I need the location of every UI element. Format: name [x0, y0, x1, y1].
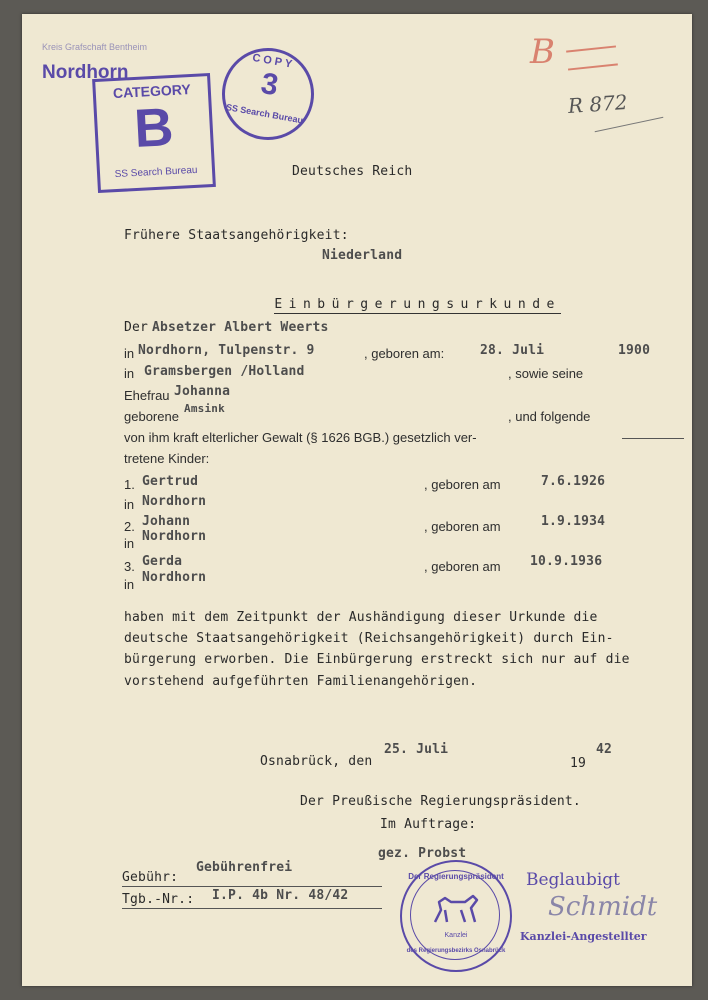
child-place: Nordhorn [142, 529, 207, 544]
body-line-3: bürgerung erworben. Die Einbürgerung erstreckt sich nur auf die [124, 652, 630, 667]
in-label: in [124, 346, 135, 361]
fee-label: Gebühr: [122, 870, 179, 885]
seal-middle-text: Kanzlei [444, 932, 468, 939]
child-name: Gerda [142, 554, 183, 569]
certifier-title: Kanzlei-Angestellter [520, 930, 647, 943]
former-citizenship-value: Niederland [322, 248, 403, 263]
handwritten-reference: R 872 [567, 89, 629, 119]
children-intro: tretene Kinder: [124, 451, 210, 466]
body-line-4: vorstehend aufgeführten Familienangehörigen. [124, 674, 478, 689]
geborene-label: geborene [124, 409, 179, 424]
date-century: 19 [570, 756, 587, 771]
born-label: , geboren am: [364, 346, 445, 361]
former-citizenship-label: Frühere Staatsangehörigkeit: [124, 228, 349, 243]
body-line-2: deutsche Staatsangehörigkeit (Reichsangehörigkeit) durch Ein- [124, 631, 614, 646]
birthplace-in: in [124, 366, 135, 381]
und-folgende-label: , und folgende [508, 409, 591, 424]
child-name: Johann [142, 514, 191, 529]
signatory-title: Der Preußische Regierungspräsident. [300, 794, 581, 809]
horse-icon [431, 892, 481, 928]
copy-stamp: COPY 3 SS Search Bureau [215, 41, 322, 148]
category-stamp: CATEGORY B SS Search Bureau [92, 73, 216, 193]
seal-top-text: Der Regierungspräsident [408, 872, 504, 881]
maiden-name: Amsink [184, 402, 225, 415]
child-birth-date: 7.6.1926 [541, 474, 606, 489]
sowie-label: , sowie seine [508, 366, 584, 381]
tgb-rule [122, 908, 382, 909]
signatory-order: Im Auftrage: [380, 817, 477, 832]
child-birth-date: 10.9.1936 [530, 554, 603, 569]
fee-value: Gebührenfrei [196, 860, 293, 875]
date-year: 42 [596, 742, 613, 757]
seal-bottom-text: des Regierungsbezirks Osnabrück [406, 948, 506, 954]
date-place: Osnabrück, den [260, 754, 373, 769]
handwritten-category-underline [566, 45, 618, 70]
birth-day: 28. Juli [480, 343, 545, 358]
tgb-label: Tgb.-Nr.: [122, 892, 195, 907]
wife-label: Ehefrau [124, 388, 170, 403]
kreis-stamp: Kreis Grafschaft Bentheim [42, 42, 148, 52]
body-line-1: haben mit dem Zeitpunkt der Aushändigung dieser Urkunde die [124, 610, 598, 625]
child-born-label: , geboren am [424, 477, 501, 492]
child-born-label: , geboren am [424, 519, 501, 534]
child-birth-date: 1.9.1934 [541, 514, 606, 529]
document-page: Kreis Grafschaft Bentheim Nordhorn CATEGORY B SS Search Bureau COPY 3 SS Search Bureau B R 872 Deutsches Reich Frühere Staatsangehörigkeit: Niederland Einbürgerungsurkunde Der Absetzer Albert Weerts in Nordhorn, Tulpenstr. 9 , geboren am: 28. Juli 1900 in Gramsbergen /Holland , sowie seine Ehefrau Johanna geborene Amsink , und folgende von ihm kraft elterlicher Gewalt (§ 1626 BGB.) gesetzlich ver- tretene Kinder: 1. Gertrud , geboren am 7.6.1926 in Nordhorn 2. Johann , geboren am 1.9.1934 in Nordhorn 3. Gerda , geboren am 10.9.1936 in Nordhorn haben mit dem Zeitpunkt der Aushändigung dieser Urkunde die deutsche Staatsangehörigkeit (Reichsangehörigkeit) durch Ein- bürgerung erworben. Die Einbürgerung erstreckt sich nur auf die vorstehend aufgeführten Familienangehörigen. Osnabrück, den 25. Juli 19 42 Der Preußische Regierungspräsident. Im Auftrage: gez. Probst Gebühr: Gebührenfrei Tgb.-Nr.: I.P. 4b Nr. 48/42 Der Regierungspräsident Kanzlei des Regierungsbezirks Osnabrück Beglaubigt Schmidt Kanzlei-Angestellter [22, 14, 692, 986]
person-prefix: Der [124, 320, 149, 335]
place-stamp: Nordhorn [42, 62, 129, 83]
child-born-label: , geboren am [424, 559, 501, 574]
tgb-value: I.P. 4b Nr. 48/42 [212, 888, 349, 903]
reference-line [595, 117, 664, 133]
signatory-signed: gez. Probst [378, 846, 467, 861]
handwritten-category-mark: B [530, 32, 555, 72]
custody-line: von ihm kraft elterlicher Gewalt (§ 1626 BGB.) gesetzlich ver- [124, 430, 477, 445]
residence: Nordhorn, Tulpenstr. 9 [138, 343, 315, 358]
document-heading: Einbürgerungsurkunde [274, 297, 561, 312]
birthplace: Gramsbergen /Holland [144, 364, 305, 379]
wife-name: Johanna [174, 384, 231, 399]
fee-rule [122, 886, 382, 887]
date-day-month: 25. Juli [384, 742, 449, 757]
document-title: Deutsches Reich [292, 164, 413, 179]
official-seal [400, 860, 512, 972]
person-name: Absetzer Albert Weerts [152, 320, 329, 335]
custody-rule [622, 438, 684, 439]
beglaubigt-stamp: Beglaubigt [526, 870, 620, 890]
child-name: Gertrud [142, 474, 199, 489]
birth-year: 1900 [618, 343, 651, 358]
child-place: Nordhorn [142, 494, 207, 509]
child-place: Nordhorn [142, 570, 207, 585]
certifier-signature: Schmidt [548, 892, 658, 922]
